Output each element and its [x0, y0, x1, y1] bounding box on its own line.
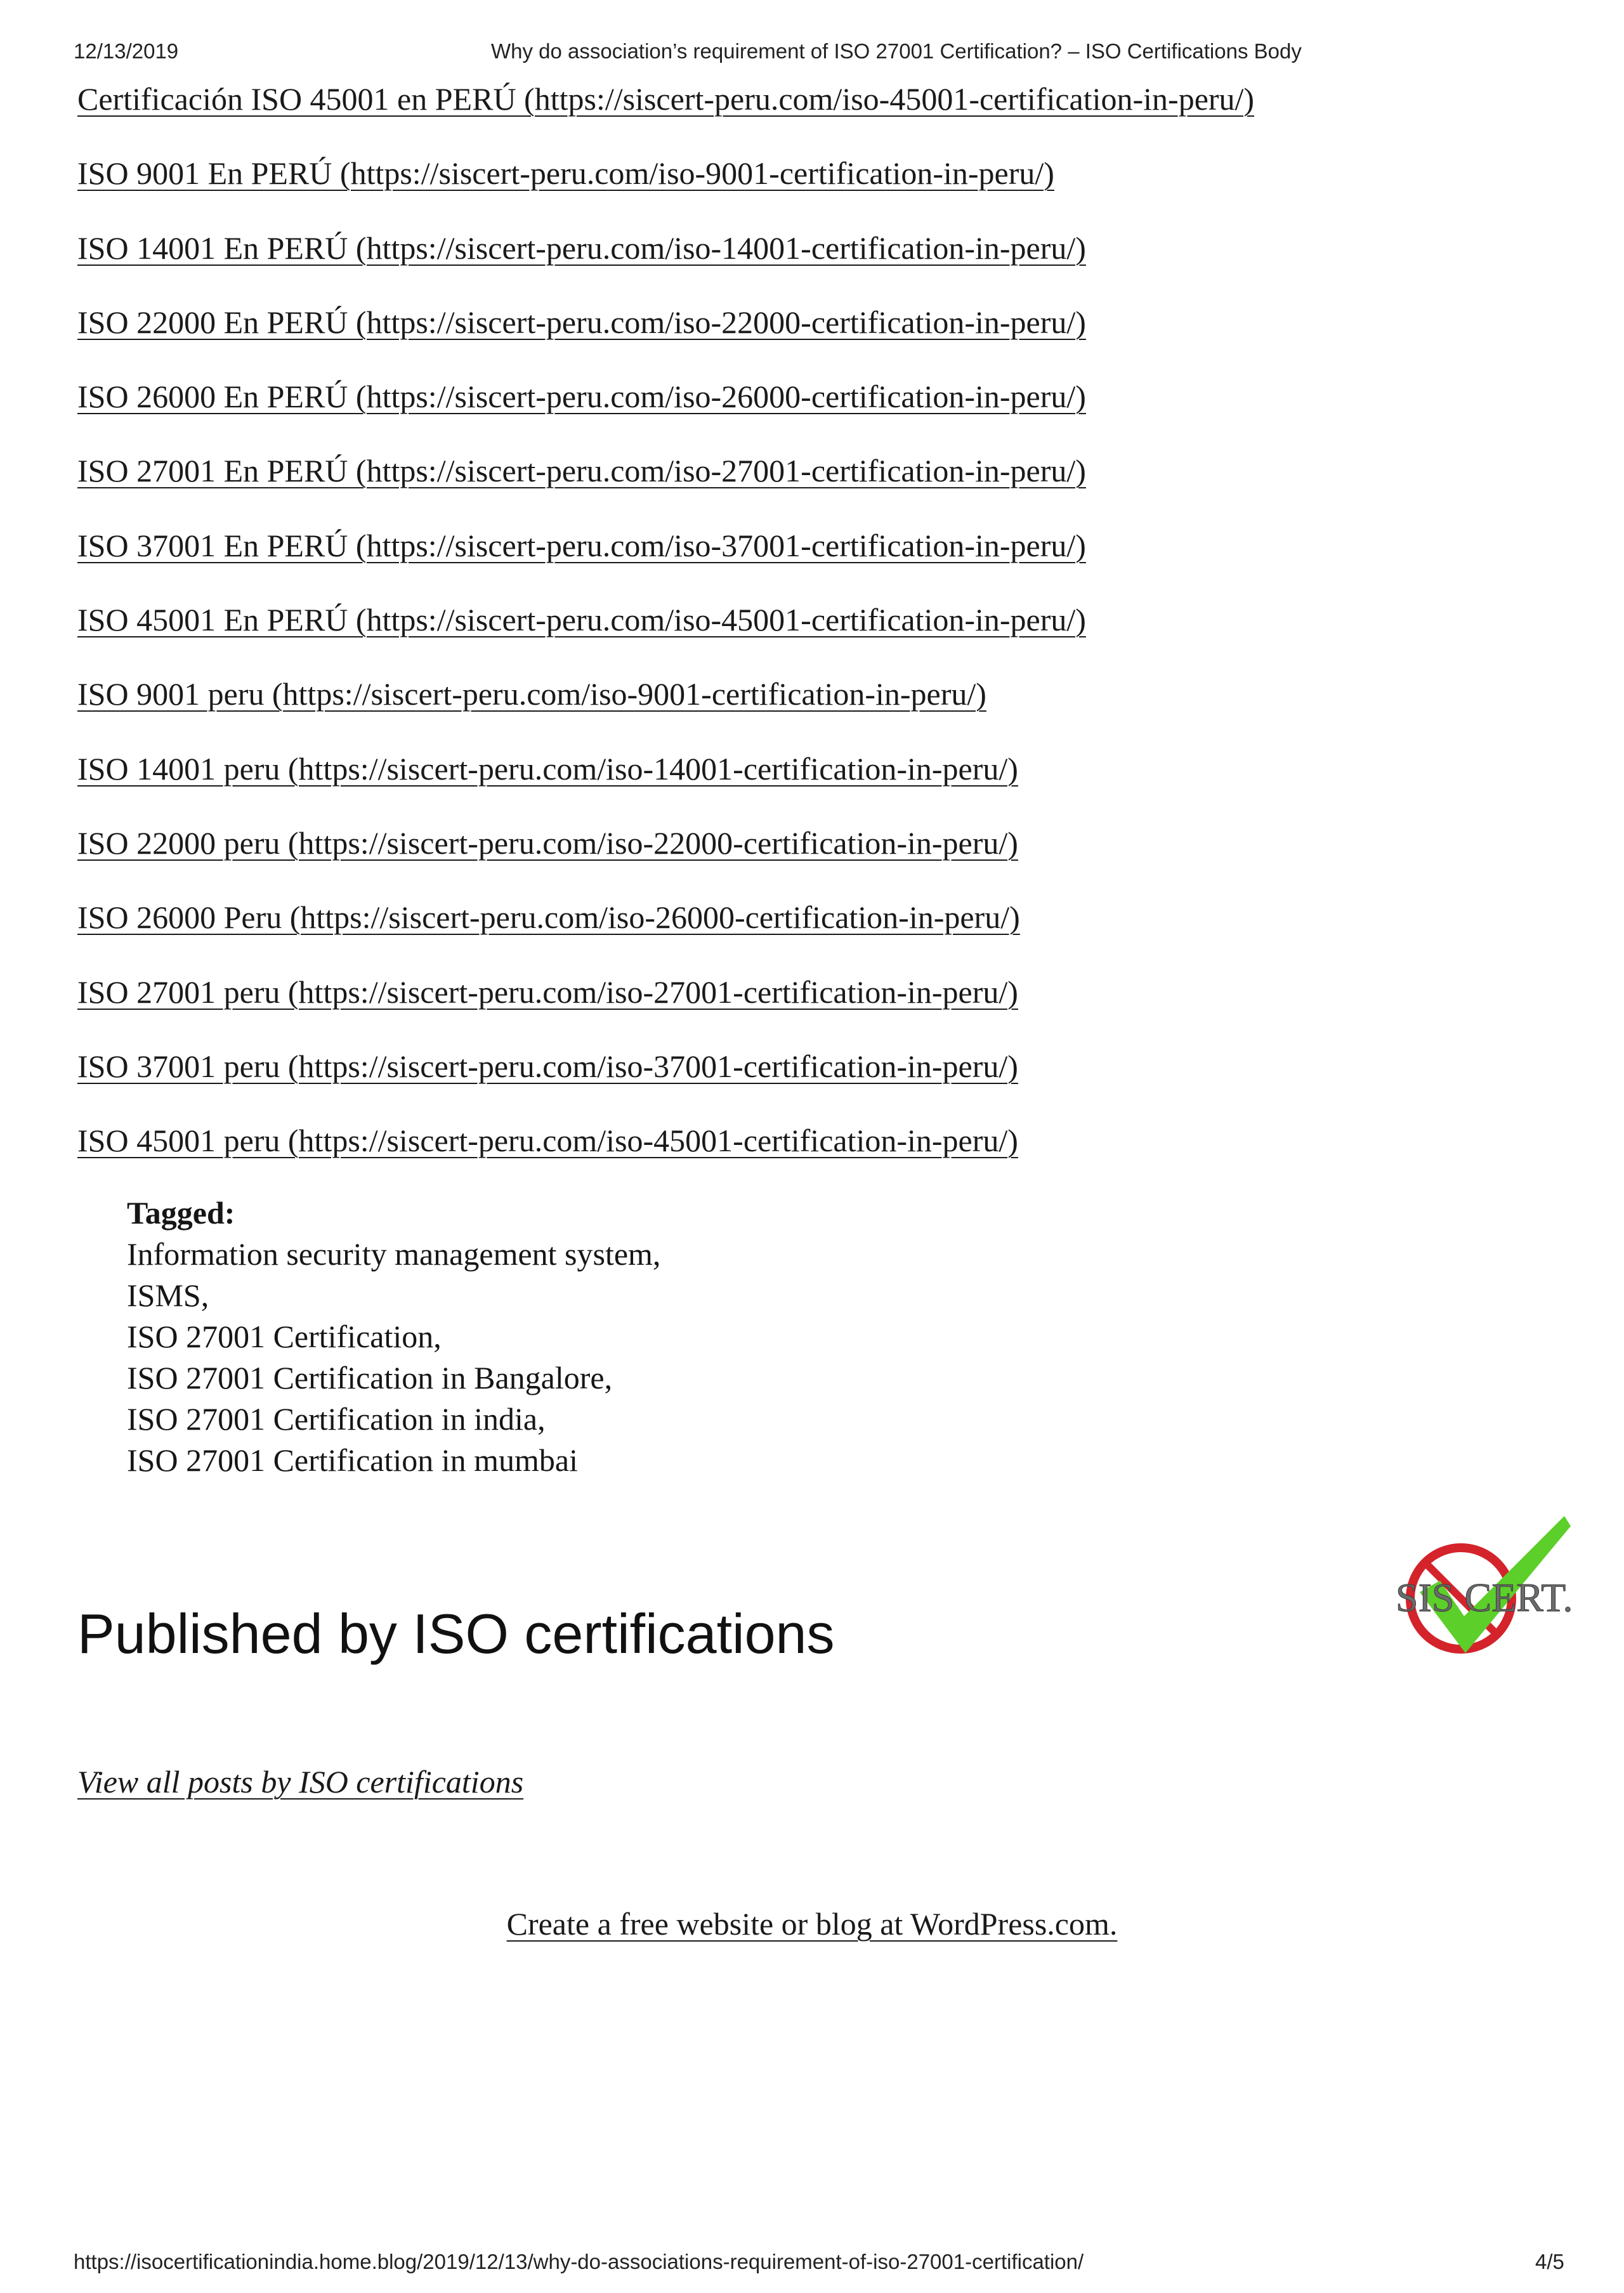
list-item [77, 79, 1536, 153]
list-item [77, 674, 1536, 748]
list-item [77, 228, 1536, 302]
list-item [77, 525, 1536, 599]
list-item [77, 302, 1536, 376]
print-header [0, 39, 1624, 71]
related-link[interactable]: ISO 37001 En PERÚ (https://siscert-peru.com/iso-37001-certification-in-peru/) [77, 527, 1086, 563]
related-link[interactable]: ISO 45001 peru (https://siscert-peru.com/iso-45001-certification-in-peru/) [77, 1123, 1018, 1159]
list-item [77, 1046, 1536, 1120]
related-link[interactable]: ISO 26000 En PERÚ (https://siscert-peru.com/iso-26000-certification-in-peru/) [77, 379, 1086, 415]
related-link[interactable]: ISO 26000 Peru (https://siscert-peru.com/iso-26000-certification-in-peru/) [77, 899, 1020, 936]
tag-link[interactable]: ISO 27001 Certification in india, [127, 1401, 546, 1437]
related-link[interactable]: ISO 14001 En PERÚ (https://siscert-peru.com/iso-14001-certification-in-peru/) [77, 230, 1086, 266]
related-links-list [77, 79, 1536, 1194]
list-item [77, 972, 1536, 1046]
list-item [77, 376, 1536, 450]
related-link[interactable]: ISO 37001 peru (https://siscert-peru.com/iso-37001-certification-in-peru/) [77, 1048, 1018, 1084]
author-avatar-logo [1394, 1510, 1575, 1665]
related-link[interactable]: ISO 45001 En PERÚ (https://siscert-peru.com/iso-45001-certification-in-peru/) [77, 602, 1086, 638]
tag-link[interactable]: ISO 27001 Certification in Bangalore, [127, 1360, 613, 1395]
list-item [77, 823, 1536, 897]
related-link[interactable]: ISO 9001 peru (https://siscert-peru.com/iso-9001-certification-in-peru/) [77, 676, 986, 712]
related-link[interactable]: ISO 22000 En PERÚ (https://siscert-peru.com/iso-22000-certification-in-peru/) [77, 304, 1086, 340]
wordpress-credit-link[interactable]: Create a free website or blog at WordPress.com. [506, 1906, 1118, 1942]
print-url: https://isocertificationindia.home.blog/2019/12/13/why-do-associations-requirement-of-iso-27001-certification/ [74, 2250, 1084, 2273]
print-date: 12/13/2019 [74, 39, 179, 63]
tagged-label: Tagged: [127, 1195, 235, 1231]
list-item [77, 153, 1536, 227]
related-link[interactable]: ISO 27001 peru (https://siscert-peru.com/iso-27001-certification-in-peru/) [77, 974, 1018, 1010]
list-item [77, 897, 1536, 971]
site-credit [0, 1905, 1624, 1942]
tag-link[interactable]: ISO 27001 Certification in mumbai [127, 1442, 579, 1478]
related-link[interactable]: Certificación ISO 45001 en PERÚ (https://siscert-peru.com/iso-45001-certification-in-peru/) [77, 81, 1255, 117]
tag-link[interactable]: ISO 27001 Certification, [127, 1319, 442, 1354]
related-link[interactable]: ISO 27001 En PERÚ (https://siscert-peru.com/iso-27001-certification-in-peru/) [77, 453, 1086, 489]
list-item [77, 450, 1536, 525]
print-document-title: Why do association’s requirement of ISO 27001 Certification? – ISO Certifications Body [491, 39, 1302, 63]
list-item [77, 599, 1536, 674]
list-item [77, 1120, 1536, 1194]
related-link[interactable]: ISO 14001 peru (https://siscert-peru.com/iso-14001-certification-in-peru/) [77, 750, 1018, 787]
related-link[interactable]: ISO 9001 En PERÚ (https://siscert-peru.com/iso-9001-certification-in-peru/) [77, 155, 1054, 192]
tag-link[interactable]: ISMS, [127, 1277, 209, 1313]
page-number: 4/5 [1535, 2250, 1564, 2273]
related-link[interactable]: ISO 22000 peru (https://siscert-peru.com/iso-22000-certification-in-peru/) [77, 825, 1018, 861]
view-all-posts-link[interactable]: View all posts by ISO certifications [77, 1764, 524, 1800]
tags-section [127, 1192, 660, 1481]
tag-link[interactable]: Information security management system, [127, 1236, 661, 1272]
author-heading: Published by ISO certifications [77, 1602, 835, 1665]
logo-text: SIS CERT. [1396, 1575, 1573, 1620]
list-item [77, 748, 1536, 823]
